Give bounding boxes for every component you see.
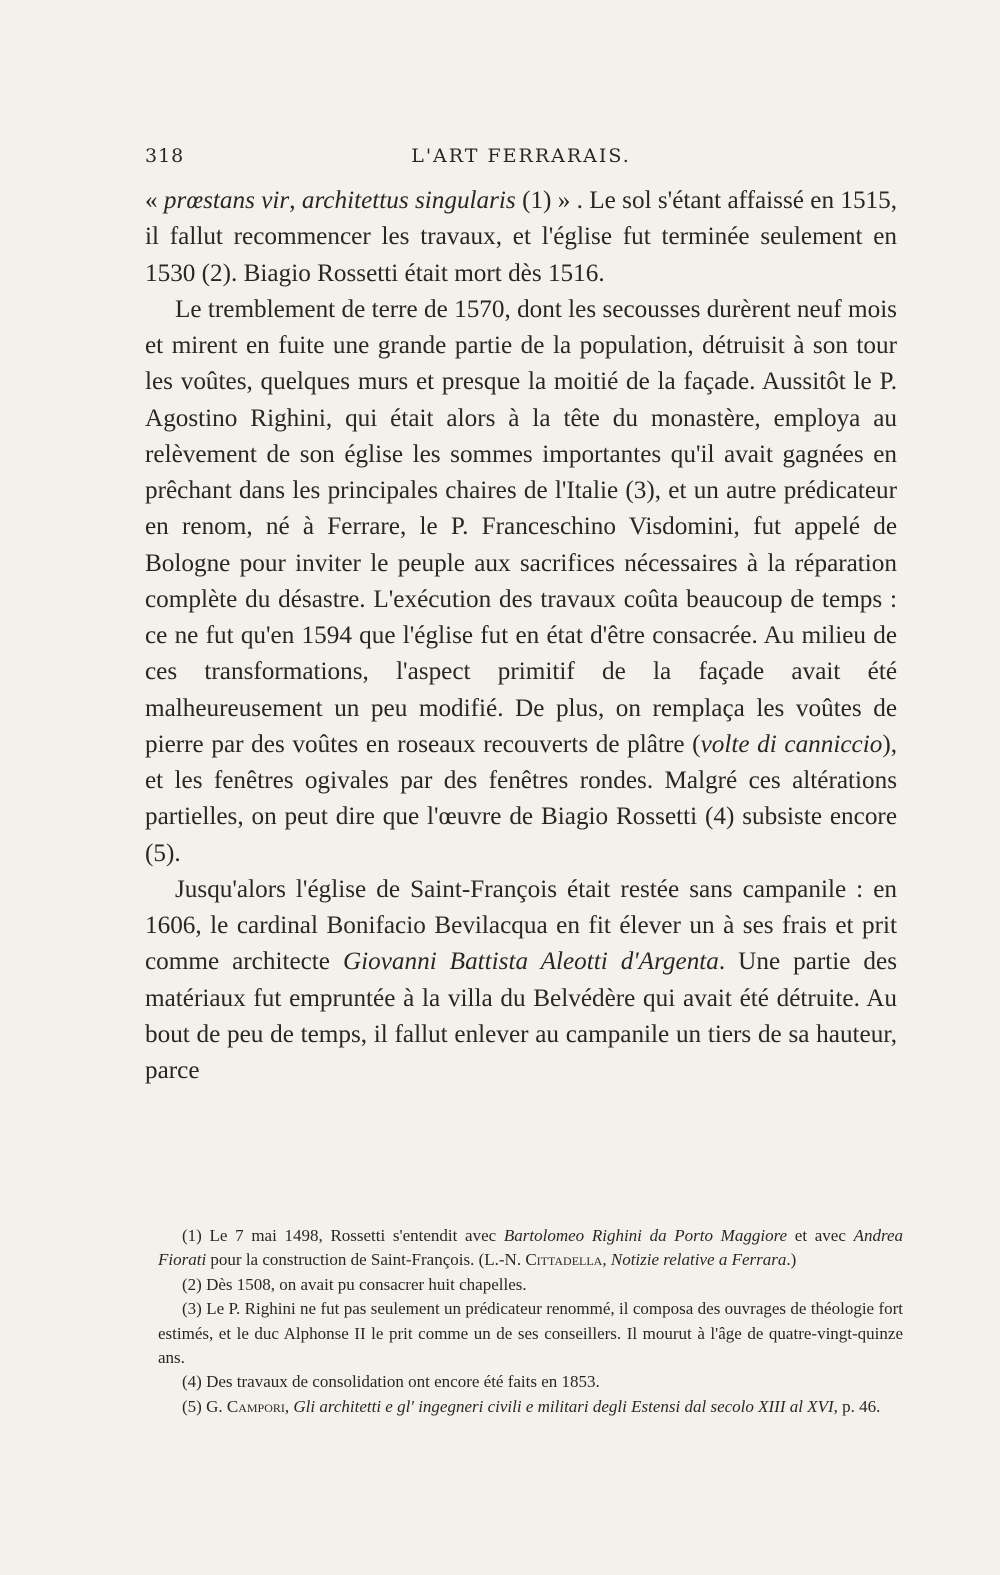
architect-name: Giovanni Battista Aleotti d'Argenta: [342, 948, 719, 976]
footnote-5-author: Campori: [226, 1396, 285, 1416]
footnote-1-text: .): [786, 1250, 797, 1270]
page-number: 318: [145, 145, 185, 167]
paragraph-2: [145, 292, 897, 872]
footnote-1-text: ,: [602, 1250, 611, 1270]
footnote-1-text: et avec: [787, 1226, 854, 1245]
paragraph-3-text: . Une partie des matériaux fut empruntée à la villa du Belvédère qui avait été détruite. Au bout de peu de temps, il fallut enlever au campanile un tiers de sa hauteur, parce: [145, 948, 898, 1084]
paragraph-3-text: Jusqu'alors l'église de Saint-François était restée sans campanile : en 1606, le cardinal Bonifacio Bevilacqua en fit élever un à ses frais et prit comme architecte: [145, 875, 897, 976]
footnote-1-title: Notizie relative a Ferrara: [610, 1250, 787, 1270]
body-text: [145, 183, 897, 1089]
footnote-2: (2) Dès 1508, on avait pu consacrer huit chapelles.: [182, 1274, 527, 1294]
footnotes: [158, 1224, 903, 1419]
paragraph-2-text: ), et les fenêtres ogivales par des fenêtres rondes. Malgré ces altérations partielles, on peut dire que l'œuvre de Biagio Rossetti (4) subsiste encore (5).: [145, 730, 897, 867]
paragraph-3: [145, 872, 897, 1090]
footnote-1-italic: Bartolomeo Righini da Porto Maggiore: [503, 1226, 788, 1245]
paragraph-1-text: ,: [289, 187, 302, 214]
footnote-1-italic: Andrea Fiorati: [158, 1226, 903, 1270]
footnote-1-text: pour la construction de Saint-François. (L.-N.: [206, 1250, 526, 1270]
paragraph-1: [145, 183, 897, 292]
footnote-5: [158, 1395, 903, 1419]
footnote-5-text: (5) G.: [182, 1396, 227, 1416]
footnote-4: (4) Des travaux de consolidation ont encore été faits en 1853.: [182, 1372, 600, 1392]
footnote-5-text: , p. 46.: [833, 1396, 881, 1416]
latin-quote: prœstans vir: [163, 187, 290, 214]
paragraph-2-text: Le tremblement de terre de 1570, dont les secousses durèrent neuf mois et mirent en fuite une grande partie de la population, détruisit à son tour les voûtes, quelques murs et presque la moitié de la façade. Aussitôt le P. Agostino Righini, qui était alors à la tête du monastère, employa au relèvement de son église les sommes importantes qu'il avait gagnées en prêchant dans les principales chaires de l'Italie (3), et un autre prédicateur en renom, né à Ferrare, le P. Franceschino Visdomini, fut appelé de Bologne pour inviter le peuple aux sacrifices nécessaires à la réparation complète du désastre. L'exécution des travaux coûta beaucoup de temps : ce ne fut qu'en 1594 que l'église fut en état d'être consacrée. Au milieu de ces transformations, l'aspect primitif de la façade avait été malheureusement un peu modifié. De plus, on remplaça les voûtes de pierre par des voûtes en roseaux recouverts de plâtre (: [145, 295, 897, 758]
footnote-1-author: Cittadella: [525, 1250, 603, 1270]
paragraph-1-text: «: [145, 187, 164, 214]
latin-quote: architettus singularis: [301, 187, 516, 214]
paragraph-1-text: (1) » . Le sol s'étant affaissé en 1515, il fallut recommencer les travaux, et l'église fut terminée seulement en 1530 (2). Biagio Rossetti était mort dès 1516.: [145, 187, 898, 287]
italian-term: volte di canniccio: [700, 730, 883, 758]
footnote-1: [158, 1224, 903, 1273]
footnote-3: (3) Le P. Righini ne fut pas seulement un prédicateur renommé, il composa des ouvrages de théologie fort estimés, et le duc Alphonse II le prit comme un de ses conseillers. Il mourut à l'âge de quatre-vingt-quinze ans.: [158, 1299, 903, 1368]
footnote-1-text: (1) Le 7 mai 1498, Rossetti s'entendit avec: [182, 1226, 504, 1245]
footnote-5-title: Gli architetti e gl' ingegneri civili e militari degli Estensi dal secolo XIII al XVI: [293, 1396, 834, 1416]
footnote-5-text: ,: [284, 1396, 294, 1416]
running-title: L'ART FERRARAIS.: [411, 145, 631, 167]
running-head: [145, 145, 897, 175]
